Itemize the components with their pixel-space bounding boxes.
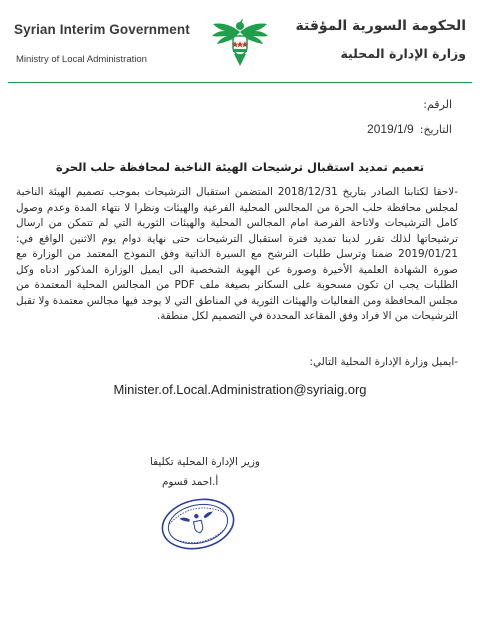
signatory-name: أ.احمد قسوم bbox=[162, 476, 219, 488]
letter-subject: تعميم تمديد استقبال ترشيحات الهيئة الناخبة لمحافظة حلب الحرة bbox=[55, 160, 425, 174]
reference-date-label: التاريخ: bbox=[419, 123, 452, 136]
ar-government-name: الحكومة السورية المؤقتة bbox=[295, 18, 466, 34]
ar-ministry-name: وزارة الإدارة المحلية bbox=[340, 46, 466, 61]
signatory-title: وزير الإدارة المحلية تكليفا bbox=[150, 456, 260, 468]
letterhead bbox=[0, 0, 480, 80]
en-government-name: Syrian Interim Government bbox=[14, 22, 190, 37]
letter-body: -لاحقا لكتابنا الصادر بتاريخ 2018/12/31 المتضمن استقبال الترشيحات بموجب تصميم الهيئة الناخبة لمجلس محافظة حلب الحرة من المجالس المحلية الفرعية والهيئات ونظرا لا نتهاء المدة وعدم وصول كامل الترشيحات ولاتاحة الفرصة امام المجالس المحلية والهيئات الثورية التي لم تتمكن من ارسال ترشيحاتها لذلك تقرر لدينا تمديد فترة استقبال الترشيحات حتى نهاية دوام يوم الاثنين الواقع في: 2019/01/21 ضمنا وترسل طلبات الترشح مع السيرة الذاتية وفق النموذج المعتمد من الوزارة مع صورة الشهادة العلمية الأخيرة وصورة عن الهوية الشخصية الى ايميل الوزارة المذكور ادناه وكل الطلبات يجب ان تكون مسحوبة على السكانر بصيغة ملف PDF من المجالس المحلية المعتمدة من مجلس المحافظة ومن الفعاليات والهيئات الثورية في المناطق التي لا يوجد فيها مجالس معتمدة ولا تقبل الترشيحات من الا فراد وفق المقاعد المحددة في التصميم لكل منطقة. bbox=[16, 186, 458, 322]
ministry-seal-stamp-icon bbox=[158, 494, 238, 554]
email-label: -ايميل وزارة الإدارة المحلية التالي: bbox=[309, 356, 458, 368]
ministry-email: Minister.of.Local.Administration@syriaig.org bbox=[113, 382, 367, 397]
reference-date-value: 2019/1/9 bbox=[367, 122, 414, 136]
reference-number-label: الرقم: bbox=[423, 98, 452, 111]
syrian-eagle-emblem-icon bbox=[209, 12, 271, 74]
en-ministry-name: Ministry of Local Administration bbox=[16, 54, 147, 65]
reference-date bbox=[367, 122, 452, 136]
header-divider bbox=[8, 82, 472, 83]
